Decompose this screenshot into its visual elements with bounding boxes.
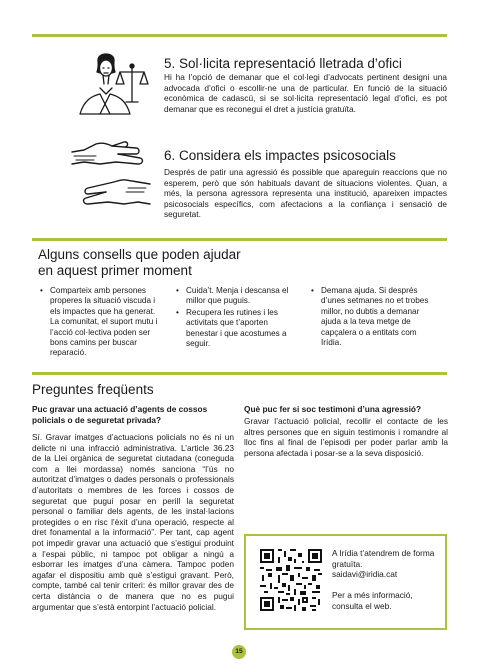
page-number: 15	[232, 645, 246, 659]
advice-item: • Recupera les rutines i les activitats que t’aporten benestar i que acostumes a seguir.	[176, 308, 296, 350]
section6-title: 6. Considera els impactes psicosocials	[164, 148, 396, 163]
advice-column-3	[311, 286, 439, 349]
faq-answer-1: Sí. Gravar imatges d’actuacions policials no és ni un delicte ni una infracció administrativa. L’article 36.23 de la Llei orgànica de seguretat ciutadana (coneguda com a llei mordassa) només sanciona “l’ús no autoritzat d’imatges o dades personals o professionals d’autoritats o membres de les forces i cossos de seguretat que pugui posar en perill la seguretat personal o familiar dels agents, de les instal·lacions protegides o en risc l’èxit d’una operació, respecte al dret fonamental a la informació”. Per tant, cap agent pot impedir gravar una actuació que s’estigui produint a l’espai públic, ni tampoc pot obligar a ningú a esborrar les imatges d’una càmera. Tampoc poden agafar el dispositiu amb què s’estigui gravant. Però, compte, també cal tenir criteri: és millor gravar des de certa distància o de manera que no es pugui argumentar que s’està entorpint l’actuació policial.	[32, 432, 234, 612]
qr-code-icon[interactable]	[258, 547, 324, 613]
top-divider	[32, 34, 447, 37]
section5-body: Hi ha l’opció de demanar que el col·legi d’advocats pertinent designi una advocada d’ofici o escollir-ne una de particular. En funció de la situació econòmica de cadascú, si se sol·licita representació legal d’ofici, es pot demanar que es reconegui el dret a justícia gratuïta.	[164, 72, 447, 114]
advice-item: • Demana ajuda. Si després d’unes setmanes no et trobes millor, no dubtis a demanar ajuda a la teva metge de capçalera o a entitats com Irídia.	[311, 286, 439, 348]
contact-email[interactable]: saidavi@iridia.cat	[332, 569, 398, 580]
faq-answer-2: Gravar l’actuació policial, recollir el contacte de les altres persones que en siguin testimonis i romandre al lloc fins al final de l’episodi per poder parlar amb la persona afectada i posar-se a la seva disposició.	[244, 416, 448, 458]
advice-item: • Cuida’t. Menja i descansa el millor que puguis.	[176, 286, 296, 307]
contact-line-1: A Irídia t’atendrem de forma gratuïta.	[332, 548, 435, 569]
faq-question-1: Puc gravar una actuació d’agents de cossos policials o de seguretat privada?	[32, 404, 208, 425]
faq-title: Preguntes freqüents	[32, 382, 154, 397]
contact-box	[244, 534, 447, 630]
advice-item: • Comparteix amb persones properes la situació viscuda i els impactes que ha generat. La comunitat, el suport mutu i l’acció col·lectiva poden ser bons camins per buscar reparació.	[40, 286, 166, 359]
advice-divider	[32, 238, 447, 241]
faq-divider	[32, 372, 447, 375]
section6-body: Després de patir una agressió és possible que apareguin reaccions que no esperem, però que són habituals davant de situacions violentes. Quan, a més, la persona agressora representa una institució, apareixen impactes psicosocials específics, com afectacions a la confiança i sensació de seguretat.	[164, 167, 447, 220]
lawyer-with-scales-icon	[70, 44, 150, 124]
advice-column-1	[40, 286, 166, 360]
contact-text	[332, 548, 442, 612]
advice-title	[38, 247, 241, 279]
advice-column-2	[176, 286, 296, 350]
faq-question-2: Què puc fer si soc testimoni d’una agressió?	[244, 404, 422, 414]
section5-title: 5. Sol·licita representació lletrada d’ofici	[164, 56, 402, 71]
advice-title-line2: en aquest primer moment	[38, 263, 192, 278]
contact-line-2: Per a més informació, consulta el web.	[332, 590, 413, 611]
caring-hands-icon	[66, 134, 156, 214]
advice-title-line1: Alguns consells que poden ajudar	[38, 247, 241, 262]
